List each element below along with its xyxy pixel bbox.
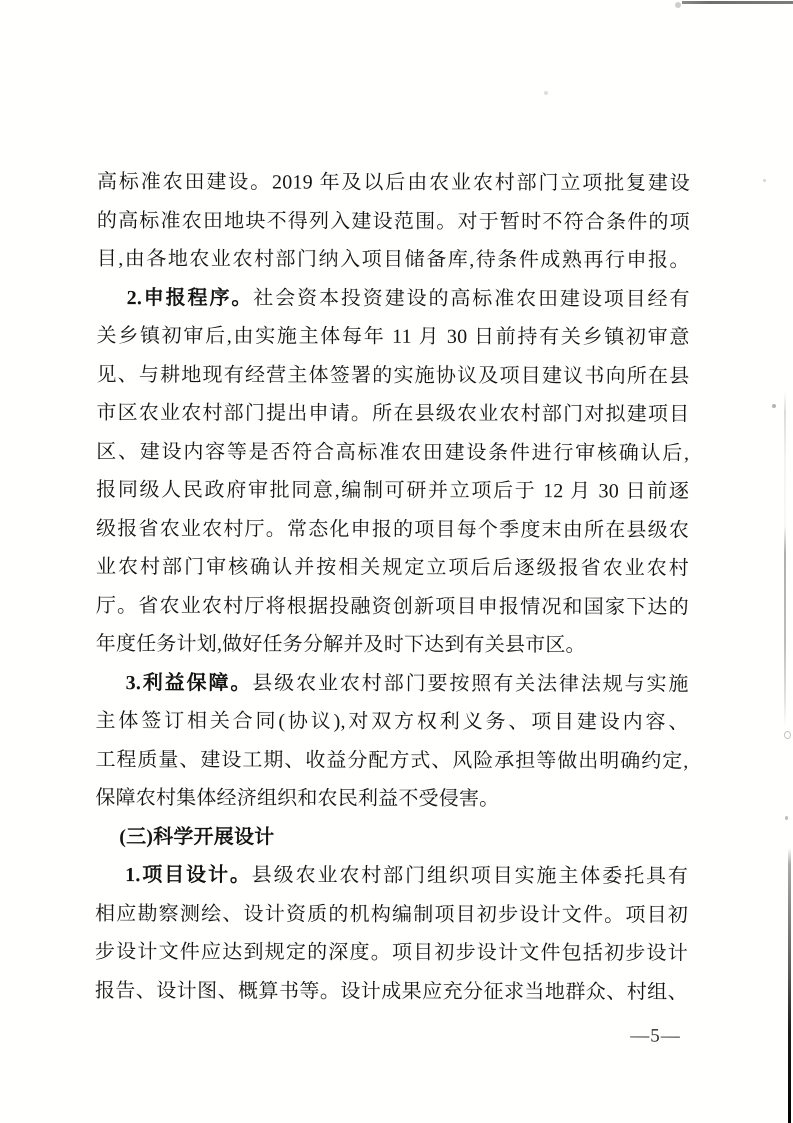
- text-line: 厅。省农业农村厅将根据投融资创新项目申报情况和国家下达的: [95, 594, 689, 619]
- text-line: 目,由各地农业农村部门纳入项目储备库,待条件成熟再行申报。: [96, 247, 690, 272]
- text-line: 相应勘察测绘、设计资质的机构编制项目初步设计文件。项目初: [95, 902, 689, 927]
- text-line: 报同级人民政府审批同意,编制可研并立项后于 12 月 30 日前逐: [96, 478, 690, 503]
- text-line: 3.利益保障。县级农业农村部门要按照有关法律法规与实施: [125, 671, 689, 696]
- text-line: 市区农业农村部门提出申请。所在县级农业农村部门对拟建项目: [96, 401, 690, 426]
- text-line: 年度任务计划,做好任务分解并及时下达到有关县市区。: [95, 632, 586, 657]
- page-number: —5—: [630, 1025, 681, 1047]
- paragraph-number-lead: 2.申报程序。: [126, 286, 254, 309]
- text-line: 2.申报程序。社会资本投资建设的高标准农田建设项目经有: [126, 286, 690, 311]
- text-line: 业农村部门审核确认并按相关规定立项后后逐级报省农业农村: [95, 555, 689, 580]
- text-line: 步设计文件应达到规定的深度。项目初步设计文件包括初步设计: [94, 940, 688, 965]
- section-heading-line: (三)科学开展设计: [119, 825, 275, 848]
- paragraph-number-lead: 3.利益保障。: [125, 671, 253, 694]
- text-line: 主体签订相关合同(协议),对双方权利义务、项目建设内容、: [95, 709, 689, 734]
- text-line: 1.项目设计。县级农业农村部门组织项目实施主体委托具有: [125, 864, 689, 888]
- text-line: 见、与耕地现有经营主体签署的实施协议及项目建议书向所在县: [96, 363, 690, 388]
- text-line: 保障农村集体经济组织和农民利益不受侵害。: [95, 786, 500, 811]
- text-line: 的高标准农田地块不得列入建设范围。对于暂时不符合条件的项: [96, 209, 690, 234]
- text-line: 区、建设内容等是否符合高标准农田建设条件进行审核确认后,: [96, 440, 690, 465]
- text-line: 报告、设计图、概算书等。设计成果应充分征求当地群众、村组、: [94, 979, 688, 1004]
- paragraph-number-lead: 1.项目设计。: [125, 864, 252, 887]
- text-line: 级报省农业农村厅。常态化申报的项目每个季度末由所在县级农: [96, 517, 690, 542]
- document-body: [95, 163, 690, 1012]
- text-line: 关乡镇初审后,由实施主体每年 11 月 30 日前持有关乡镇初审意: [96, 324, 690, 349]
- text-line: 高标准农田建设。2019 年及以后由农业农村部门立项批复建设: [96, 170, 690, 195]
- text-line: 工程质量、建设工期、收益分配方式、风险承担等做出明确约定,: [95, 748, 689, 773]
